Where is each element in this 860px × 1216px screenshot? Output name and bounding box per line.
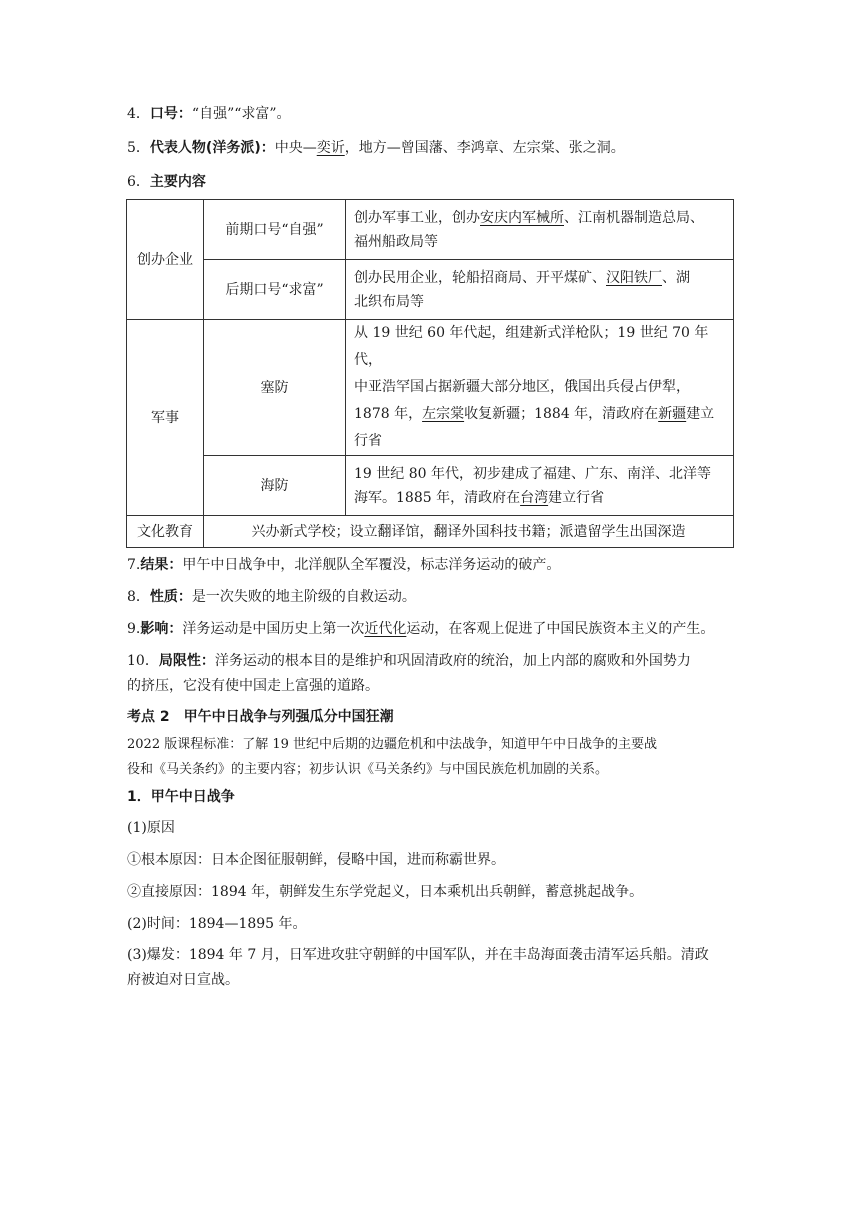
outbreak-line-2: 府被迫对日宣战。: [127, 972, 239, 988]
table-row: [127, 200, 734, 260]
category-military: 军事: [127, 320, 204, 516]
table-row: [127, 516, 734, 548]
curriculum-standard-2: 役和《马关条约》的主要内容；初步认识《马关条约》与中国民族危机加剧的关系。: [127, 762, 609, 777]
period-late: 后期口号“求富”: [204, 260, 346, 320]
period-early: 前期口号“自强”: [204, 200, 346, 260]
detail-coastal: 19 世纪 80 年代，初步建成了福建、广东、南洋、北洋等 海军。1885 年，清政府在台湾建立行省: [346, 456, 734, 516]
table-row: [127, 260, 734, 320]
outbreak-line-1: (3)爆发：1894 年 7 月，日军进攻驻守朝鲜的中国军队，并在丰岛海面袭击清军运兵船。清政: [127, 947, 709, 963]
detail-early: 创办军事工业，创办安庆内军械所、江南机器制造总局、 福州船政局等: [346, 200, 734, 260]
slogan-label: 口号：: [149, 106, 192, 122]
section-title: 考点 2 甲午中日战争与列强瓜分中国狂潮: [127, 709, 394, 725]
figures-line: 5．代表人物(洋务派)：中央—奕䜣，地方—曾国藩、李鸿章、左宗棠、张之洞。: [127, 140, 625, 156]
period-frontier: 塞防: [204, 320, 346, 456]
detail-education: 兴办新式学校；设立翻译馆，翻译外国科技书籍；派遣留学生出国深造: [204, 516, 734, 548]
content-heading: 6．主要内容: [127, 174, 206, 190]
cause-heading: (1)原因: [127, 820, 175, 836]
table-row: [127, 456, 734, 516]
result-line: 7.结果：甲午中日战争中，北洋舰队全军覆没，标志洋务运动的破产。: [127, 557, 561, 573]
detail-frontier: 从 19 世纪 60 年代起，组建新式洋枪队；19 世纪 70 年代， 中亚浩罕国占据新疆大部分地区，俄国出兵侵占伊犁， 1878 年，左宗棠收复新疆；1884 年，清政府在新疆建立 行省: [346, 320, 734, 456]
curriculum-standard-1: 2022 版课程标准：了解 19 世纪中后期的边疆危机和中法战争，知道甲午中日战争的主要战: [127, 737, 658, 752]
table-row: [127, 320, 734, 456]
war-time: (2)时间：1894—1895 年。: [127, 916, 307, 932]
category-enterprise: 创办企业: [127, 200, 204, 320]
nature-line: 8．性质：是一次失败的地主阶级的自救运动。: [127, 589, 416, 605]
root-cause: ①根本原因：日本企图征服朝鲜，侵略中国，进而称霸世界。: [127, 852, 505, 868]
direct-cause: ②直接原因：1894 年，朝鲜发生东学党起义，日本乘机出兵朝鲜，蓄意挑起战争。: [127, 884, 644, 900]
war-heading: 1．甲午中日战争: [127, 789, 235, 805]
limit-line-1: 10．局限性：洋务运动的根本目的是维护和巩固清政府的统治，加上内部的腐败和外国势力: [127, 653, 691, 669]
limit-line-2: 的挤压，它没有使中国走上富强的道路。: [127, 678, 379, 694]
impact-line: 9.影响：洋务运动是中国历史上第一次近代化运动，在客观上促进了中国民族资本主义的产生。: [127, 621, 715, 637]
figures-label: 代表人物(洋务派)：: [149, 140, 275, 156]
detail-late: 创办民用企业，轮船招商局、开平煤矿、汉阳铁厂、湖 北织布局等: [346, 260, 734, 320]
period-coastal: 海防: [204, 456, 346, 516]
content-table: [126, 199, 734, 548]
slogan-line: 4．口号：“自强”“求富”。: [127, 106, 291, 122]
category-education: 文化教育: [127, 516, 204, 548]
